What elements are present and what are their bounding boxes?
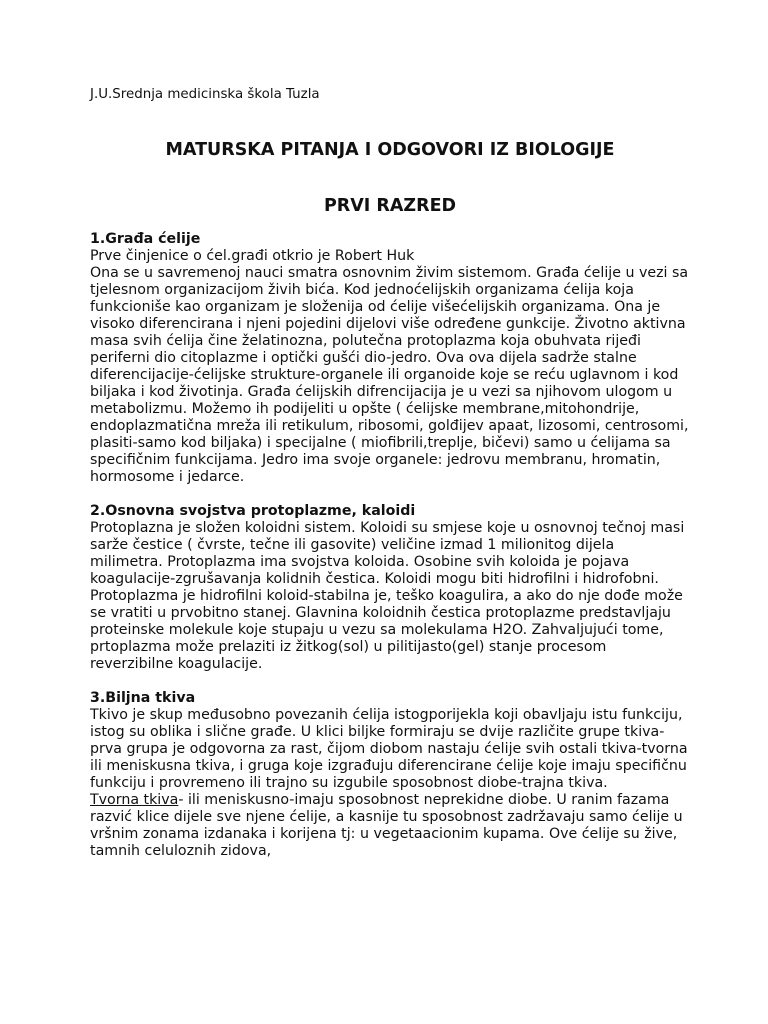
document-page <box>90 86 690 860</box>
section-protoplasm-properties <box>90 503 690 673</box>
document-subtitle: PRVI RAZRED <box>323 196 457 216</box>
section-heading: 1.Građa ćelije <box>90 231 201 247</box>
document-title: MATURSKA PITANJA I ODGOVORI IZ BIOLOGIJE <box>165 140 615 160</box>
paragraph: Protoplazna je složen koloidni sistem. Koloidi su smjese koje u osnovnoj tečnoj masi sarže čestice ( čvrste, tečne ili gasovite) veličine izmad 1 milionitog dijela milimetra. Protoplazma ima svojstva koloida. Osobine svih koloida je pojava koagulacije-zgrušavanja kolidnih čestica. Koloidi mogu biti hidrofilni i hidrofobni. Protoplazma je hidrofilni koloid-stabilna je, teško koagulira, a ako do nje dođe može se vratiti u prvobitno stanej. Glavnina koloidnih čestica protoplazme predstavljaju proteinske molekule koje stupaju u vezu sa molekulama H2O. Zahvaljujući tome, prtoplazma može prelaziti iz žitkog(sol) u pilitijasto(gel) stanje procesom reverzibilne koagulacije. <box>90 520 685 672</box>
paragraph-text: - ili meniskusno-imaju sposobnost neprekidne diobe. U ranim fazama razvić klice dijele sve njene ćelije, a kasnije tu sposobnost zadržavaju samo ćelije u vršnim zonama izdanaka i korijena tj: u vegetaacionim kupama. Ove ćelije su žive, tamnih celuloznih zidova, <box>90 792 683 859</box>
section-cell-structure <box>90 231 690 486</box>
underlined-term: Tvorna tkiva <box>90 792 179 808</box>
paragraph: Ona se u savremenoj nauci smatra osnovnim živim sistemom. Građa ćelije u vezi sa tjelesnom organizacijom živih bića. Kod jednoćelijskih organizama ćelija koja funkcioniše kao organizam je složenija od ćelije višećelijskih organizama. Ona je visoko diferencirana i njeni pojedini dijelovi više određene gunkcije. Životno aktivna masa svih ćelija čine želatinozna, polutečna protoplazma koja obuhvata rijeđi periferni dio citoplazme i optički gušći dio-jedro. Ova ova dijela sadrže stalne diferencijacije-ćelijske strukture-organele ili organoide koje se reću uglavnom i kod biljaka i kod životinja. Građa ćelijskih difrencijacija je u vezi sa njihovom ulogom u metabolizmu. Možemo ih podijeliti u opšte ( ćelijske membrane,mitohondrije, endoplazmatična mreža ili retikulum, ribosomi, golđijev apaat, lizosomi, centrosomi, plasiti-samo kod biljaka) i specijalne ( miofibrili,treplje, bičevi) samo u ćelijama sa specifičnim funkcijama. Jedro ima svoje organele: jedrovu membranu, hromatin, hormosome i jedarce. <box>90 265 689 485</box>
section-heading: 2.Osnovna svojstva protoplazme, kaloidi <box>90 503 416 519</box>
section-plant-tissues <box>90 690 690 860</box>
paragraph: Prve činjenice o ćel.građi otkrio je Robert Huk <box>90 248 415 264</box>
paragraph <box>90 792 690 860</box>
school-name: J.U.Srednja medicinska škola Tuzla <box>90 87 320 102</box>
paragraph: Tkivo je skup međusobno povezanih ćelija istogporijekla koji obavljaju istu funkciju, istog su oblika i slične građe. U klici biljke formiraju se dvije različite grupe tkiva-prva grupa je odgovorna za rast, čijom diobom nastaju ćelije svih ostali tkiva-tvorna ili meniskusna tkiva, i gruga koje izgrađuju diferencirane ćelije koje imaju specifičnu funkciju i provremeno ili trajno su izgubile sposobnost diobe-trajna tkiva. <box>90 707 688 791</box>
section-heading: 3.Biljna tkiva <box>90 690 196 706</box>
